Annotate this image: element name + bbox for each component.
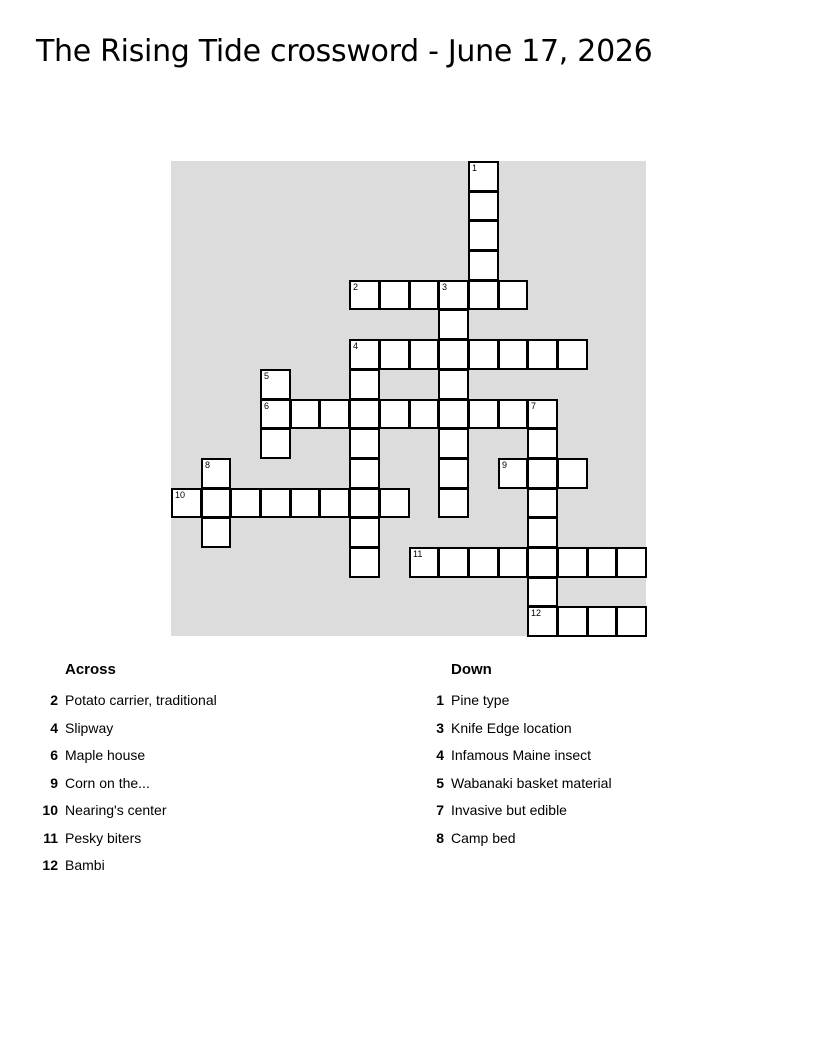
clue-number: 5 bbox=[436, 774, 444, 791]
grid-cell[interactable] bbox=[498, 547, 528, 578]
grid-cell[interactable] bbox=[438, 488, 469, 518]
grid-cell[interactable] bbox=[349, 488, 380, 518]
grid-cell[interactable] bbox=[438, 369, 469, 400]
grid-cell[interactable] bbox=[527, 488, 558, 518]
clue-number: 9 bbox=[50, 774, 58, 791]
clue-number: 4 bbox=[50, 719, 58, 736]
grid-cell[interactable] bbox=[260, 369, 291, 400]
cell-number: 1 bbox=[472, 163, 478, 173]
down-clue-list bbox=[416, 690, 736, 855]
clue-number: 3 bbox=[436, 719, 444, 736]
grid-cell[interactable] bbox=[527, 458, 558, 489]
grid-cell[interactable] bbox=[260, 428, 291, 459]
grid-cell[interactable] bbox=[468, 220, 499, 251]
across-heading: Across bbox=[65, 661, 116, 678]
cell-number: 2 bbox=[353, 282, 359, 292]
clue-text: Pesky biters bbox=[65, 829, 142, 846]
grid-cell[interactable] bbox=[349, 369, 380, 400]
clue-number: 8 bbox=[436, 829, 444, 846]
clue-text: Potato carrier, traditional bbox=[65, 692, 217, 708]
grid-cell[interactable] bbox=[319, 399, 350, 429]
across-clue-list bbox=[30, 690, 350, 883]
clue-text: Bambi bbox=[65, 857, 105, 873]
grid-cell[interactable] bbox=[438, 309, 469, 340]
grid-cell[interactable] bbox=[379, 280, 410, 310]
grid-cell[interactable] bbox=[201, 488, 231, 518]
grid-cell[interactable] bbox=[438, 339, 469, 370]
grid-cell[interactable] bbox=[468, 547, 499, 578]
clue-item[interactable] bbox=[30, 828, 350, 856]
clue-item[interactable] bbox=[416, 828, 736, 856]
cell-number: 8 bbox=[205, 460, 211, 470]
puzzle-title: The Rising Tide crossword - June 17, 2026 bbox=[36, 34, 653, 69]
clue-text: Nearing's center bbox=[65, 802, 167, 818]
grid-cell[interactable] bbox=[616, 547, 647, 578]
grid-cell[interactable] bbox=[201, 517, 231, 548]
grid-cell[interactable] bbox=[379, 339, 410, 370]
clue-item[interactable] bbox=[416, 745, 736, 773]
grid-cell[interactable] bbox=[587, 547, 617, 578]
grid-cell[interactable] bbox=[409, 399, 439, 429]
clue-item[interactable] bbox=[416, 718, 736, 746]
crossword-grid bbox=[171, 161, 646, 636]
grid-cell[interactable] bbox=[349, 280, 380, 310]
clue-number: 4 bbox=[436, 747, 444, 763]
cell-number: 5 bbox=[264, 371, 270, 381]
clue-text: Wabanaki basket material bbox=[451, 774, 612, 791]
grid-cell[interactable] bbox=[438, 399, 469, 429]
cell-number: 11 bbox=[413, 549, 423, 559]
clue-item[interactable] bbox=[30, 718, 350, 746]
grid-cell[interactable] bbox=[349, 399, 380, 429]
cell-number: 4 bbox=[353, 341, 359, 351]
clue-item[interactable] bbox=[30, 800, 350, 828]
clue-item[interactable] bbox=[416, 773, 736, 801]
grid-cell[interactable] bbox=[468, 250, 499, 281]
clue-item[interactable] bbox=[30, 855, 350, 883]
clue-item[interactable] bbox=[30, 690, 350, 718]
cell-number: 9 bbox=[502, 460, 508, 470]
grid-cell[interactable] bbox=[557, 339, 588, 370]
grid-cell[interactable] bbox=[349, 517, 380, 548]
clue-number: 10 bbox=[42, 802, 58, 818]
across-clues bbox=[30, 660, 350, 883]
grid-cell[interactable] bbox=[527, 517, 558, 548]
grid-cell[interactable] bbox=[379, 488, 410, 518]
grid-cell[interactable] bbox=[438, 280, 469, 310]
grid-cell[interactable] bbox=[557, 606, 588, 637]
clue-text: Camp bed bbox=[451, 829, 516, 846]
grid-cell[interactable] bbox=[438, 458, 469, 489]
grid-cell[interactable] bbox=[587, 606, 617, 637]
cell-number: 12 bbox=[531, 608, 542, 618]
grid-cell[interactable] bbox=[438, 428, 469, 459]
clue-number: 12 bbox=[42, 857, 58, 873]
grid-cell[interactable] bbox=[349, 339, 380, 370]
grid-cell[interactable] bbox=[527, 399, 558, 429]
grid-cell[interactable] bbox=[290, 488, 320, 518]
grid-cell[interactable] bbox=[409, 339, 439, 370]
grid-cell[interactable] bbox=[260, 488, 291, 518]
grid-cell[interactable] bbox=[319, 488, 350, 518]
grid-cell[interactable] bbox=[557, 547, 588, 578]
grid-cell[interactable] bbox=[527, 547, 558, 578]
clue-text: Corn on the... bbox=[65, 774, 150, 791]
grid-cell[interactable] bbox=[468, 339, 499, 370]
clue-number: 11 bbox=[43, 829, 58, 846]
grid-cell[interactable] bbox=[498, 458, 528, 489]
grid-cell[interactable] bbox=[290, 399, 320, 429]
clue-number: 7 bbox=[436, 802, 444, 818]
grid-cell[interactable] bbox=[468, 399, 499, 429]
grid-cell[interactable] bbox=[527, 606, 558, 637]
cell-number: 6 bbox=[264, 401, 270, 411]
clue-text: Knife Edge location bbox=[451, 719, 572, 736]
grid-cell[interactable] bbox=[230, 488, 261, 518]
cell-number: 3 bbox=[442, 282, 448, 292]
grid-cell[interactable] bbox=[201, 458, 231, 489]
clue-text: Pine type bbox=[451, 692, 510, 708]
grid-cell[interactable] bbox=[498, 280, 528, 310]
cell-number: 7 bbox=[531, 401, 537, 411]
grid-cell[interactable] bbox=[409, 280, 439, 310]
clue-number: 6 bbox=[50, 747, 58, 763]
grid-cell[interactable] bbox=[498, 339, 528, 370]
grid-cell[interactable] bbox=[616, 606, 647, 637]
clue-text: Maple house bbox=[65, 747, 146, 763]
grid-cell[interactable] bbox=[557, 458, 588, 489]
clue-item[interactable] bbox=[30, 773, 350, 801]
clue-number: 2 bbox=[50, 692, 58, 708]
clue-text: Infamous Maine insect bbox=[451, 747, 592, 763]
grid-cell[interactable] bbox=[349, 428, 380, 459]
grid-cell[interactable] bbox=[349, 547, 380, 578]
grid-cell[interactable] bbox=[527, 339, 558, 370]
grid-cell[interactable] bbox=[527, 577, 558, 607]
clue-number: 1 bbox=[436, 692, 444, 708]
cell-number: 10 bbox=[175, 490, 186, 500]
grid-cell[interactable] bbox=[409, 547, 439, 578]
grid-cell[interactable] bbox=[468, 191, 499, 221]
grid-cell[interactable] bbox=[527, 428, 558, 459]
grid-cell[interactable] bbox=[468, 161, 499, 192]
clue-item[interactable] bbox=[30, 745, 350, 773]
grid-cell[interactable] bbox=[468, 280, 499, 310]
grid-cell[interactable] bbox=[498, 399, 528, 429]
clue-text: Slipway bbox=[65, 719, 114, 736]
clue-item[interactable] bbox=[416, 690, 736, 718]
grid-cell[interactable] bbox=[171, 488, 202, 518]
grid-cell[interactable] bbox=[349, 458, 380, 489]
grid-cell[interactable] bbox=[438, 547, 469, 578]
clue-item[interactable] bbox=[416, 800, 736, 828]
down-heading: Down bbox=[451, 661, 492, 678]
down-clues bbox=[416, 660, 736, 855]
grid-cell[interactable] bbox=[260, 399, 291, 429]
clue-text: Invasive but edible bbox=[451, 802, 567, 818]
grid-cell[interactable] bbox=[379, 399, 410, 429]
